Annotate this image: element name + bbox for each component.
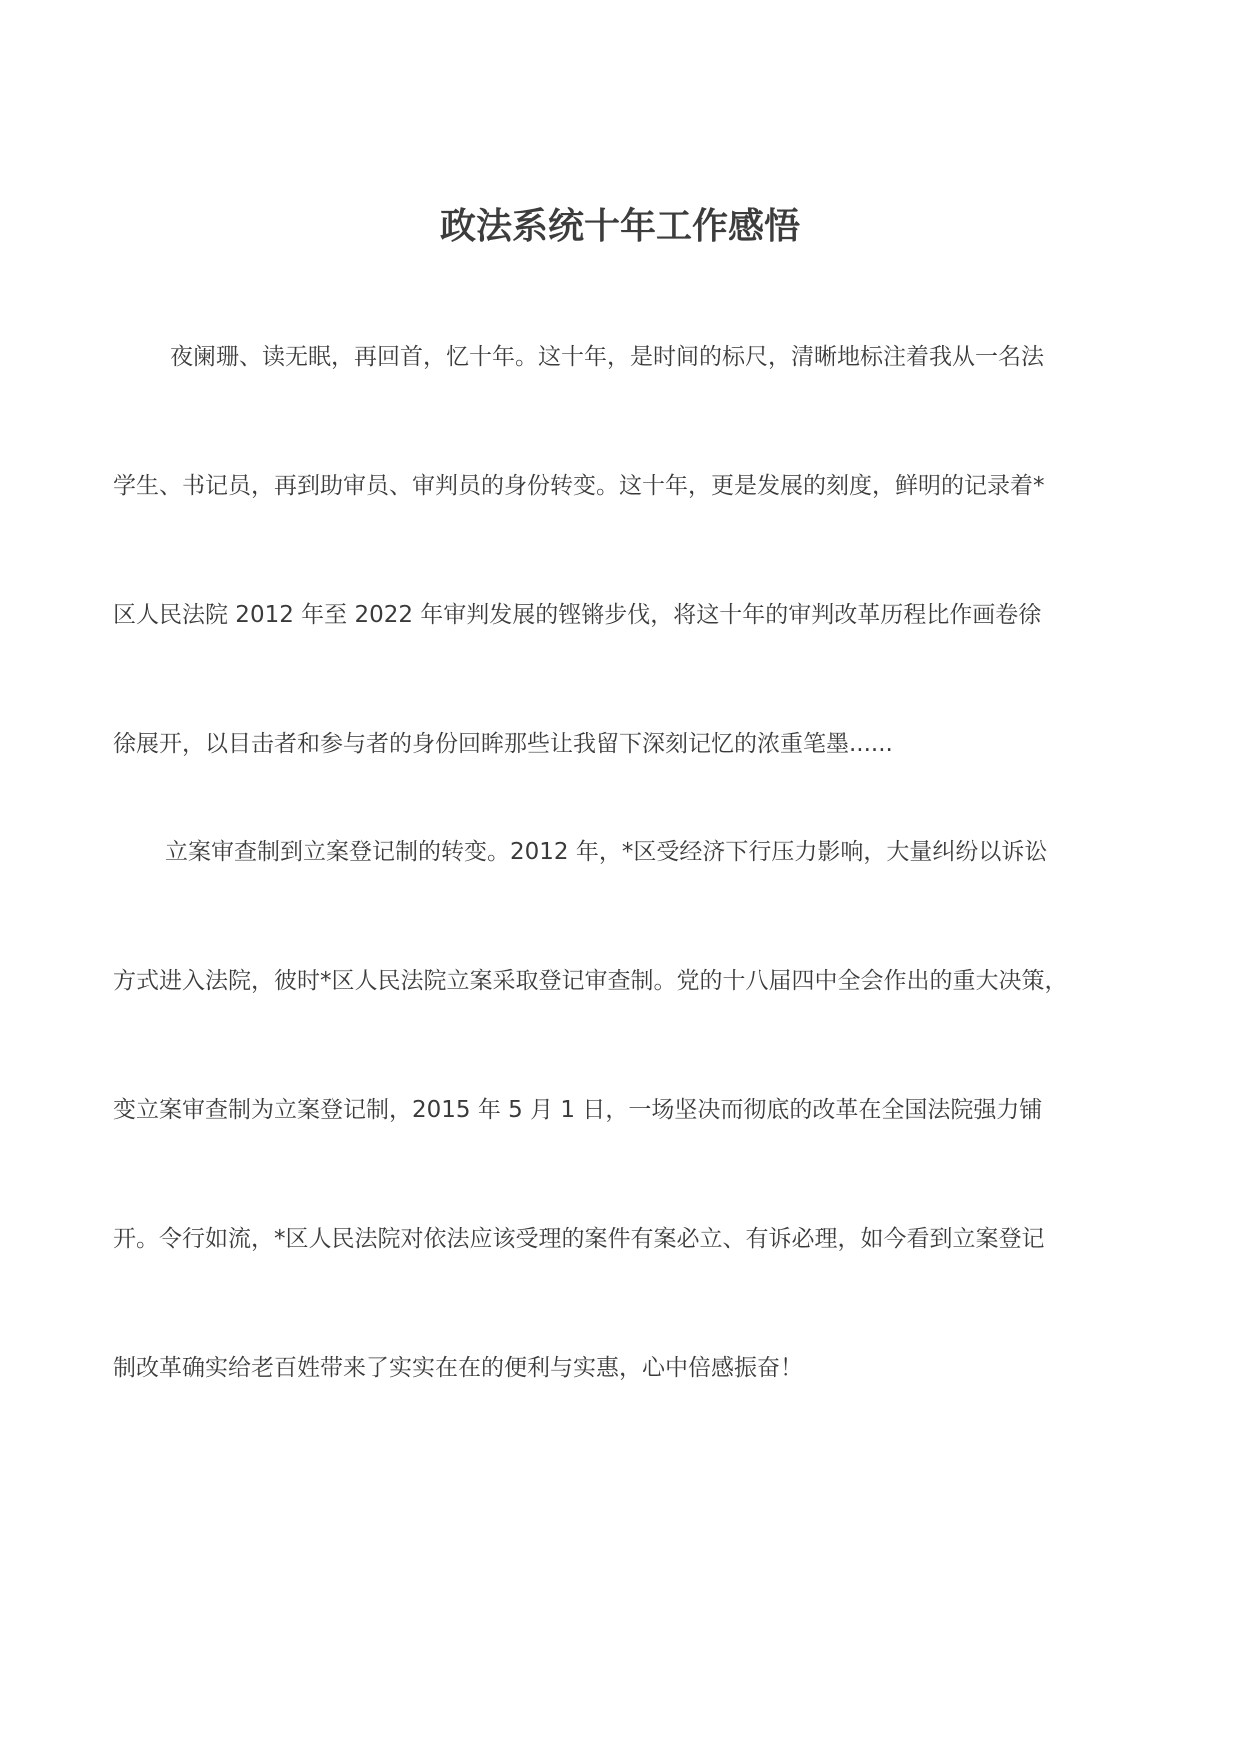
paragraph-line: 学生、书记员，再到助审员、审判员的身份转变。这十年，更是发展的刻度，鲜明的记录着* [113, 473, 1045, 499]
paragraph-line: 徐展开，以目击者和参与者的身份回眸那些让我留下深刻记忆的浓重笔墨...... [113, 731, 893, 757]
paragraph-line: 方式进入法院，彼时*区人民法院立案采取登记审查制。党的十八届四中全会作出的重大决策， [113, 968, 1068, 994]
paragraph-line: 夜阑珊、读无眠，再回首，忆十年。这十年，是时间的标尺，清晰地标注着我从一名法 [170, 344, 1044, 370]
paragraph-line: 制改革确实给老百姓带来了实实在在的便利与实惠，心中倍感振奋！ [113, 1355, 803, 1381]
document-title: 政法系统十年工作感悟 [439, 206, 800, 247]
paragraph-line: 变立案审查制为立案登记制，2015 年 5 月 1 日，一场坚决而彻底的改革在全国法院强力铺 [113, 1097, 1043, 1123]
paragraph-line: 开。令行如流，*区人民法院对依法应该受理的案件有案必立、有诉必理，如今看到立案登记 [113, 1226, 1045, 1252]
paragraph-line: 区人民法院 2012 年至 2022 年审判发展的铿锵步伐，将这十年的审判改革历程比作画卷徐 [113, 602, 1042, 628]
paragraph-line: 立案审查制到立案登记制的转变。2012 年，*区受经济下行压力影响，大量纠纷以诉讼 [165, 839, 1048, 865]
